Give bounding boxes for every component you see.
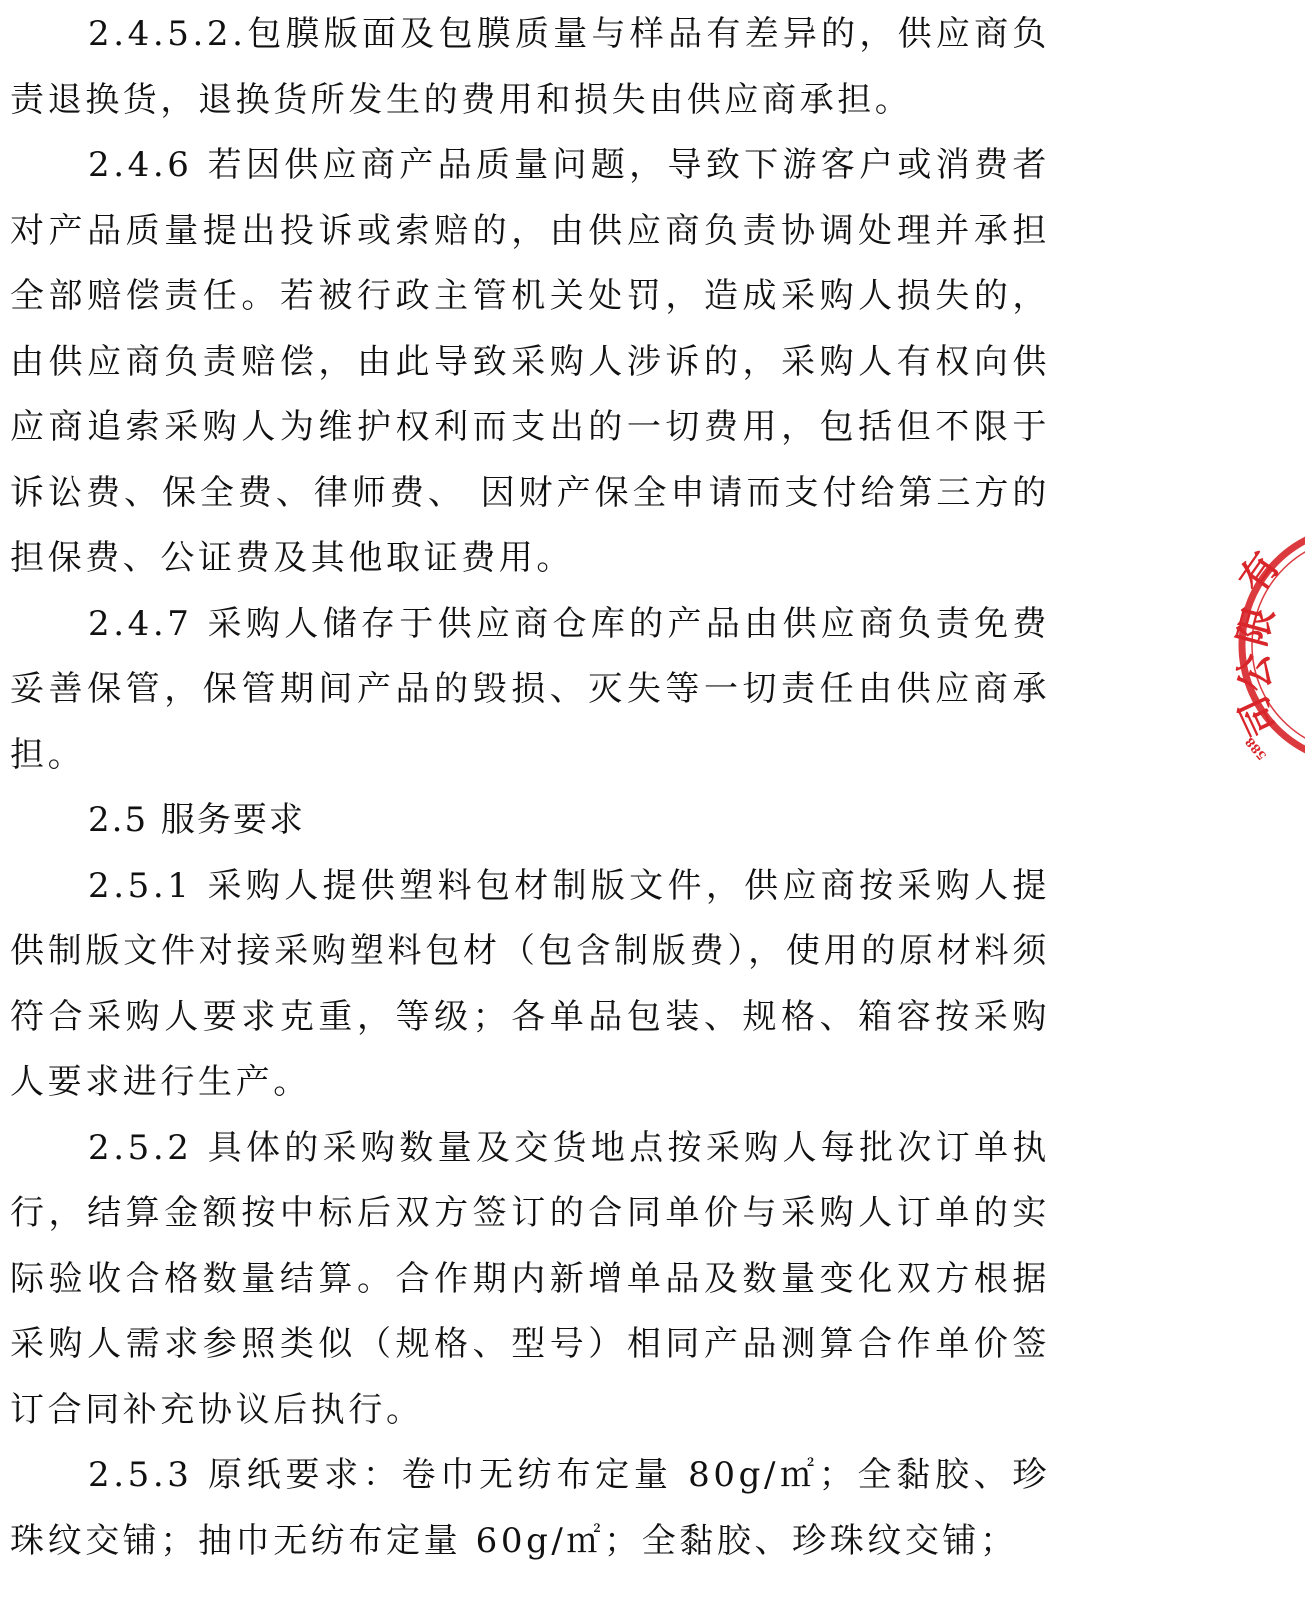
paragraph-2-4-6 [10, 133, 1050, 592]
svg-text:公: 公 [1230, 651, 1279, 694]
document-body [10, 0, 1050, 1574]
paragraph-text: 2.5.2 具体的采购数量及交货地点按采购人每批次订单执行，结算金额按中标后双方签订的合同单价与采购人订单的实际验收合格数量结算。合作期内新增单品及数量变化双方根据采购人需求参照类似（规格、型号）相同产品测算合作单价签订合同补充协议后执行。 [10, 1127, 1050, 1430]
svg-text:司: 司 [1230, 689, 1287, 743]
svg-text:限: 限 [1228, 602, 1283, 651]
paragraph-text: 2.4.5.2.包膜版面及包膜质量与样品有差异的，供应商负责退换货，退换货所发生的费用和损失由供应商承担。 [10, 14, 1050, 120]
paragraph-text: 2.5.1 采购人提供塑料包材制版文件，供应商按采购人提供制版文件对接采购塑料包材（包含制版费），使用的原材料须符合采购人要求克重，等级；各单品包装、规格、箱容按采购人要求进行生产。 [10, 865, 1050, 1102]
section-heading-2-5 [10, 788, 1050, 854]
paragraph-2-5-3 [10, 1443, 1050, 1574]
paragraph-2-4-5-2 [10, 2, 1050, 133]
svg-text:588: 588 [1242, 734, 1270, 763]
paragraph-text: 2.5.3 原纸要求：卷巾无纺布定量 80g/㎡；全黏胶、珍珠纹交铺；抽巾无纺布定量 60g/㎡；全黏胶、珍珠纹交铺； [10, 1455, 1050, 1561]
svg-text:有: 有 [1229, 543, 1289, 601]
section-heading-text: 2.5 服务要求 [88, 800, 305, 840]
paragraph-text: 2.4.7 采购人储存于供应商仓库的产品由供应商负责免费妥善保管，保管期间产品的毁损、灭失等一切责任由供应商承担。 [10, 603, 1050, 775]
paragraph-2-5-1 [10, 854, 1050, 1116]
company-seal-icon [1228, 520, 1305, 770]
paragraph-text: 2.4.6 若因供应商产品质量问题，导致下游客户或消费者对产品质量提出投诉或索赔的，由供应商负责协调处理并承担全部赔偿责任。若被行政主管机关处罚，造成采购人损失的，由供应商负责赔偿，由此导致采购人涉诉的，采购人有权向供应商追索采购人为维护权利而支出的一切费用，包括但不限于诉讼费、保全费、律师费、 因财产保全申请而支付给第三方的担保费、公证费及其他取证费用。 [10, 145, 1050, 578]
paragraph-2-4-7 [10, 592, 1050, 789]
paragraph-2-5-2 [10, 1116, 1050, 1444]
